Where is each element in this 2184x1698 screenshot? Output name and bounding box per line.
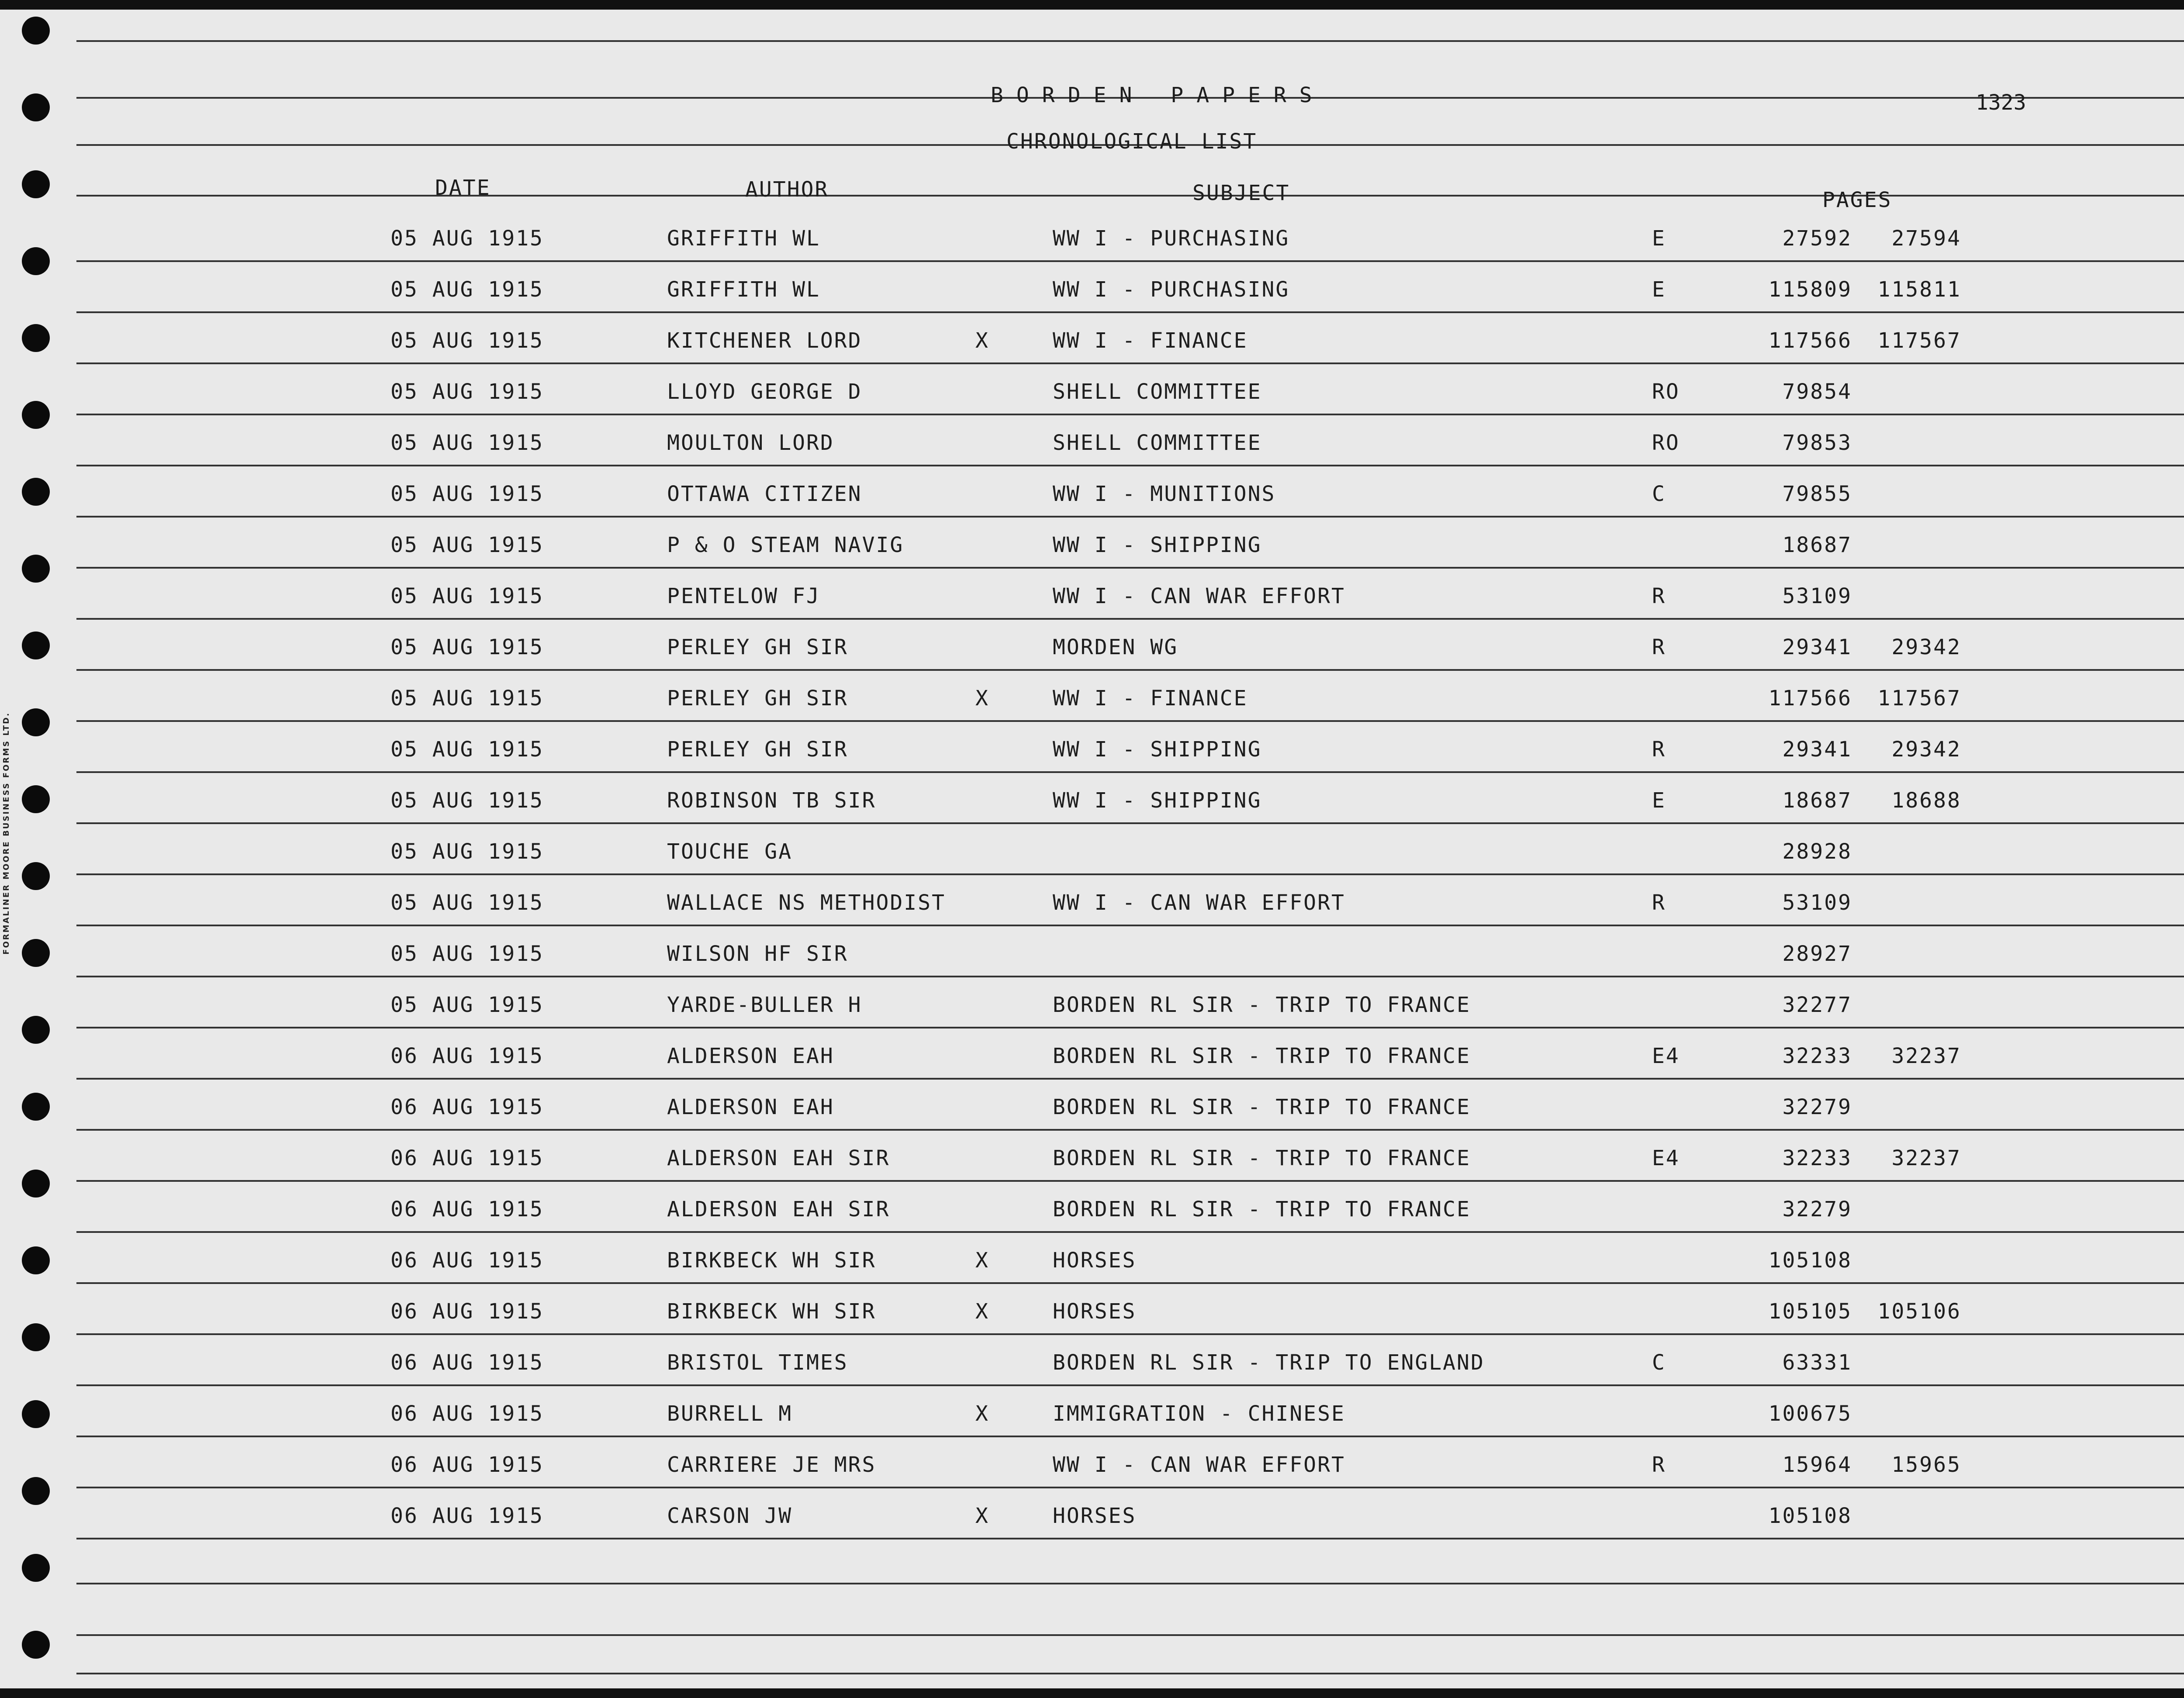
row-page-to: 29342 [1891,635,1961,659]
row-page-from: 117566 [1768,328,1852,353]
row-page-from: 79853 [1782,431,1852,455]
ruled-line [76,1583,2184,1584]
row-page-from: 105108 [1768,1504,1852,1528]
row-date: 05 AUG 1915 [390,584,544,608]
row-author: P & O STEAM NAVIG [667,533,904,557]
row-subject: WW I - SHIPPING [1053,788,1262,813]
row-flag: X [975,328,989,353]
table-row [0,1350,2184,1401]
row-subject: WW I - PURCHASING [1053,277,1290,302]
row-date: 05 AUG 1915 [390,686,544,711]
row-subject: IMMIGRATION - CHINESE [1053,1401,1345,1426]
page-bottom-edge [0,1688,2184,1698]
row-page-from: 63331 [1782,1350,1852,1375]
row-page-from: 105105 [1768,1299,1852,1324]
row-page-to: 15965 [1891,1453,1961,1477]
row-author: YARDE-BULLER H [667,993,862,1017]
row-page-to: 115811 [1877,277,1961,302]
row-code: E4 [1652,1146,1680,1170]
row-date: 05 AUG 1915 [390,482,544,506]
row-code: E [1652,277,1666,302]
row-author: CARRIERE JE MRS [667,1453,876,1477]
page-top-edge [0,0,2184,10]
row-date: 05 AUG 1915 [390,993,544,1017]
row-flag: X [975,1299,989,1324]
table-row [0,839,2184,890]
row-author: OTTAWA CITIZEN [667,482,862,506]
row-subject: WW I - SHIPPING [1053,737,1262,762]
row-subject: WW I - MUNITIONS [1053,482,1276,506]
row-author: PERLEY GH SIR [667,635,848,659]
row-page-from: 79854 [1782,380,1852,404]
row-page-from: 115809 [1768,277,1852,302]
row-page-from: 105108 [1768,1248,1852,1273]
row-date: 06 AUG 1915 [390,1504,544,1528]
row-page-from: 32233 [1782,1044,1852,1068]
row-date: 06 AUG 1915 [390,1248,544,1273]
row-author: PERLEY GH SIR [667,686,848,711]
row-author: LLOYD GEORGE D [667,380,862,404]
row-subject: HORSES [1053,1248,1137,1273]
row-date: 06 AUG 1915 [390,1453,544,1477]
row-date: 05 AUG 1915 [390,839,544,864]
row-date: 05 AUG 1915 [390,890,544,915]
page-number: 1323 [1976,90,2026,115]
row-subject: HORSES [1053,1504,1137,1528]
row-date: 06 AUG 1915 [390,1350,544,1375]
row-subject: WW I - CAN WAR EFFORT [1053,584,1345,608]
row-subject: WW I - CAN WAR EFFORT [1053,1453,1345,1477]
row-page-from: 29341 [1782,737,1852,762]
row-code: RO [1652,380,1680,404]
row-author: MOULTON LORD [667,431,834,455]
row-date: 06 AUG 1915 [390,1146,544,1170]
row-subject: WW I - FINANCE [1053,686,1248,711]
row-author: CARSON JW [667,1504,793,1528]
row-flag: X [975,1248,989,1273]
table-row [0,533,2184,584]
row-flag: X [975,1504,989,1528]
row-page-from: 28927 [1782,942,1852,966]
row-code: R [1652,584,1666,608]
row-subject: WW I - FINANCE [1053,328,1248,353]
row-page-from: 100675 [1768,1401,1852,1426]
margin-imprint: FORMALINER MOORE BUSINESS FORMS LTD. [2,712,11,955]
row-code: R [1652,635,1666,659]
row-flag: X [975,1401,989,1426]
row-page-from: 117566 [1768,686,1852,711]
row-subject: WW I - CAN WAR EFFORT [1053,890,1345,915]
feed-hole [22,1631,50,1659]
row-author: WALLACE NS METHODIST [667,890,946,915]
table-row [0,1401,2184,1453]
row-author: BRISTOL TIMES [667,1350,848,1375]
row-code: R [1652,737,1666,762]
row-page-from: 29341 [1782,635,1852,659]
row-date: 05 AUG 1915 [390,788,544,813]
row-subject: BORDEN RL SIR - TRIP TO FRANCE [1053,993,1471,1017]
column-header-pages: PAGES [1822,188,1892,212]
row-date: 05 AUG 1915 [390,533,544,557]
row-subject: BORDEN RL SIR - TRIP TO ENGLAND [1053,1350,1485,1375]
row-page-from: 32279 [1782,1197,1852,1222]
row-date: 06 AUG 1915 [390,1095,544,1119]
feed-hole [22,17,50,45]
row-page-from: 32279 [1782,1095,1852,1119]
row-author: TOUCHE GA [667,839,793,864]
row-page-from: 32233 [1782,1146,1852,1170]
document-subtitle: CHRONOLOGICAL LIST [1006,129,1258,154]
row-author: BIRKBECK WH SIR [667,1248,876,1273]
table-row [0,737,2184,788]
ruled-line [76,1673,2184,1674]
row-date: 06 AUG 1915 [390,1197,544,1222]
row-date: 06 AUG 1915 [390,1401,544,1426]
row-date: 05 AUG 1915 [390,328,544,353]
row-page-to: 117567 [1877,686,1961,711]
row-date: 05 AUG 1915 [390,277,544,302]
row-page-to: 29342 [1891,737,1961,762]
row-page-from: 79855 [1782,482,1852,506]
row-author: ROBINSON TB SIR [667,788,876,813]
row-code: E4 [1652,1044,1680,1068]
row-subject: HORSES [1053,1299,1137,1324]
table-row [0,1248,2184,1299]
row-author: GRIFFITH WL [667,226,820,251]
row-page-from: 15964 [1782,1453,1852,1477]
row-date: 05 AUG 1915 [390,737,544,762]
row-page-to: 32237 [1891,1146,1961,1170]
row-date: 05 AUG 1915 [390,380,544,404]
row-subject: BORDEN RL SIR - TRIP TO FRANCE [1053,1197,1471,1222]
table-row [0,942,2184,993]
row-code: C [1652,1350,1666,1375]
row-page-to: 27594 [1891,226,1961,251]
table-row [0,788,2184,839]
table-row [0,1146,2184,1197]
table-row [0,1095,2184,1146]
row-author: ALDERSON EAH [667,1044,834,1068]
row-date: 05 AUG 1915 [390,942,544,966]
table-row [0,993,2184,1044]
table-row [0,328,2184,380]
row-author: ALDERSON EAH SIR [667,1197,890,1222]
row-author: WILSON HF SIR [667,942,848,966]
row-author: BIRKBECK WH SIR [667,1299,876,1324]
row-subject: SHELL COMMITTEE [1053,431,1262,455]
ruled-line [76,40,2184,42]
feed-hole [22,170,50,198]
row-page-to: 117567 [1877,328,1961,353]
row-author: BURRELL M [667,1401,793,1426]
row-page-from: 18687 [1782,788,1852,813]
row-subject: BORDEN RL SIR - TRIP TO FRANCE [1053,1044,1471,1068]
table-row [0,226,2184,277]
row-page-to: 32237 [1891,1044,1961,1068]
row-date: 05 AUG 1915 [390,431,544,455]
row-subject: WW I - PURCHASING [1053,226,1290,251]
row-author: KITCHENER LORD [667,328,862,353]
table-row [0,1197,2184,1248]
table-row [0,1453,2184,1504]
row-code: C [1652,482,1666,506]
row-subject: BORDEN RL SIR - TRIP TO FRANCE [1053,1095,1471,1119]
column-header-date: DATE [435,176,491,200]
feed-hole [22,93,50,121]
feed-hole [22,1554,50,1582]
row-code: E [1652,226,1666,251]
row-page-from: 27592 [1782,226,1852,251]
table-row [0,686,2184,737]
row-subject: MORDEN WG [1053,635,1178,659]
table-row [0,1504,2184,1555]
row-subject: WW I - SHIPPING [1053,533,1262,557]
table-row [0,482,2184,533]
row-page-from: 53109 [1782,890,1852,915]
document-title: BORDEN PAPERS [991,83,1325,107]
row-author: ALDERSON EAH SIR [667,1146,890,1170]
table-row [0,635,2184,686]
row-subject: BORDEN RL SIR - TRIP TO FRANCE [1053,1146,1471,1170]
row-page-to: 18688 [1891,788,1961,813]
row-date: 06 AUG 1915 [390,1044,544,1068]
row-code: E [1652,788,1666,813]
row-author: GRIFFITH WL [667,277,820,302]
row-page-from: 18687 [1782,533,1852,557]
column-header-subject: SUBJECT [1192,181,1290,205]
column-header-author: AUTHOR [745,177,829,202]
row-date: 06 AUG 1915 [390,1299,544,1324]
table-row [0,1044,2184,1095]
row-date: 05 AUG 1915 [390,635,544,659]
row-subject: SHELL COMMITTEE [1053,380,1262,404]
table-row [0,277,2184,328]
row-author: PERLEY GH SIR [667,737,848,762]
row-page-from: 28928 [1782,839,1852,864]
table-row [0,1299,2184,1350]
row-author: PENTELOW FJ [667,584,820,608]
table-row [0,890,2184,942]
ruled-line [76,1634,2184,1636]
row-flag: X [975,686,989,711]
row-page-from: 53109 [1782,584,1852,608]
row-page-from: 32277 [1782,993,1852,1017]
table-row [0,380,2184,431]
row-date: 05 AUG 1915 [390,226,544,251]
row-code: RO [1652,431,1680,455]
row-code: R [1652,1453,1666,1477]
row-author: ALDERSON EAH [667,1095,834,1119]
table-row [0,431,2184,482]
row-code: R [1652,890,1666,915]
row-page-to: 105106 [1877,1299,1961,1324]
table-row [0,584,2184,635]
